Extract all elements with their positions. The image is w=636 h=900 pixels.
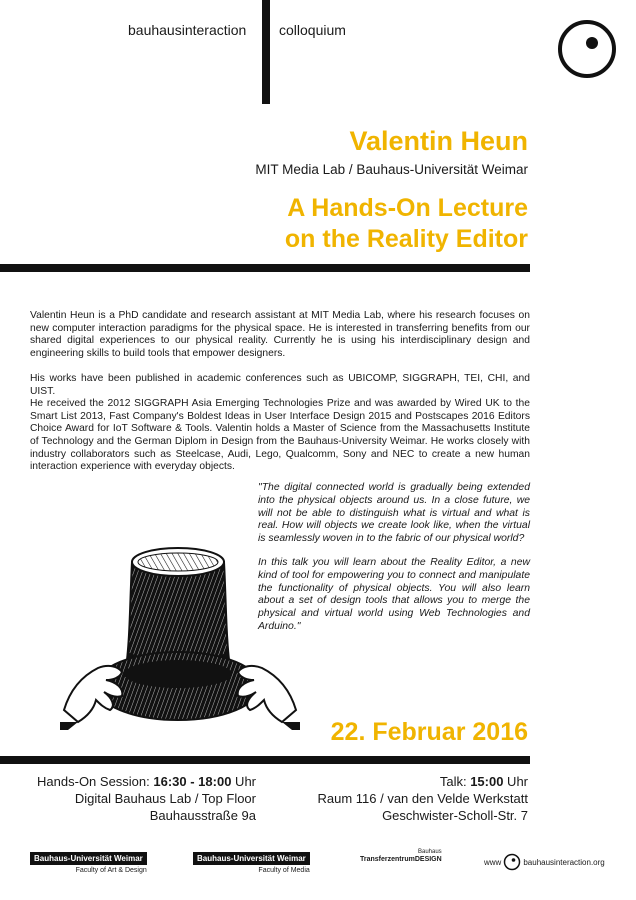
bio-paragraph-2 [30,373,530,474]
transfer-small-label: Bauhaus [418,849,442,855]
speaker-affiliation: MIT Media Lab / Bauhaus-Universität Weimar [255,162,528,177]
talk-address: Geschwister-Scholl-Str. 7 [382,808,528,823]
session-time-line [37,773,256,790]
talk-label: Talk: [439,774,471,789]
talk-unit: Uhr [503,774,528,789]
event-date: 22. Februar 2016 [330,718,528,746]
hands-on-session-info [37,773,256,824]
transferzentrum-design-logo [360,848,442,864]
header-right-label: colloquium [279,22,346,38]
talk-location: Raum 116 / van den Velde Werkstatt [317,791,528,806]
bio-paragraph-1: Valentin Heun is a PhD candidate and research assistant at MIT Media Lab, where his research focuses on new computer interaction paradigms for the physical space. He is interested in transferring benefits from our shared digital experiences to our physical reality. Currently he is using his interdisciplinary design and engineering skills to build tools that empower designers. [30,310,530,359]
top-hat-hands-illustration [60,540,300,730]
uni-name-badge: Bauhaus-Universität Weimar [193,852,310,865]
lecture-title [128,193,528,255]
session-time: 16:30 - 18:00 [153,774,232,789]
transfer-name: TransferzentrumDESIGN [360,856,442,863]
bottom-rule [0,756,530,764]
bauhausinteraction-small-logo-icon [503,853,521,871]
lecture-title-line1: A Hands-On Lecture [287,194,528,222]
bauhausinteraction-logo-icon [556,18,618,80]
talk-info [317,773,528,824]
bio-paragraph-2a: His works have been published in academic conferences such as UBICOMP, SIGGRAPH, TEI, CHI, and UIST. [30,373,530,397]
lecture-title-line2: on the Reality Editor [284,225,528,253]
web-prefix: www [484,857,502,867]
faculty-label: Faculty of Art & Design [75,867,147,874]
session-address: Bauhausstraße 9a [149,808,256,823]
header-divider-bar [262,0,270,104]
uni-name-badge: Bauhaus-Universität Weimar [30,852,147,865]
speaker-name: Valentin Heun [349,126,528,156]
header-left-label: bauhausinteraction [128,22,247,38]
session-label: Hands-On Session: [37,774,154,789]
faculty-art-design-logo [30,852,147,874]
website-footer [484,853,605,871]
quote-paragraph-1: "The digital connected world is gradually being extended into the physical objects around us. In a close future, we will not be able to distinguish what is virtual and what is real. How will objects we create look like, when the virtual is seamlessly woven in to the fabric of our physical world? [258,482,530,545]
faculty-media-logo [193,852,310,874]
bio-paragraph-2b: He received the 2012 SIGGRAPH Asia Emerging Technologies Prize and was awarded by Wired UK to the Smart List 2013, Fast Company's Boldest Ideas in User Interface Design 2015 and Postscapes 2016 Editors Choice Award for IoT Software & Tools. Valentin holds a Master of Science from the Massachusetts Institute of Technology and the German Diplom in Design from the Bauhaus-University Weimar. He works closely with industry collaborators such as Steelcase, Audi, Lego, Qualcomm, Sony and NEC to create a new human interaction experience with everyday objects. [30,398,530,473]
talk-time-line [317,773,528,790]
faculty-label: Faculty of Media [258,867,310,874]
session-unit: Uhr [231,774,256,789]
quote-paragraph-2: In this talk you will learn about the Reality Editor, a new kind of tool for empowering you to connect and manipulate the functionality of physical objects. You will also learn about a set of design tools that allows you to merge the physical and virtual world using Web Technologies and Arduino." [258,557,530,632]
top-rule [0,264,530,272]
session-location: Digital Bauhaus Lab / Top Floor [74,791,256,806]
web-domain: bauhausinteraction.org [523,857,605,867]
talk-time: 15:00 [470,774,504,789]
